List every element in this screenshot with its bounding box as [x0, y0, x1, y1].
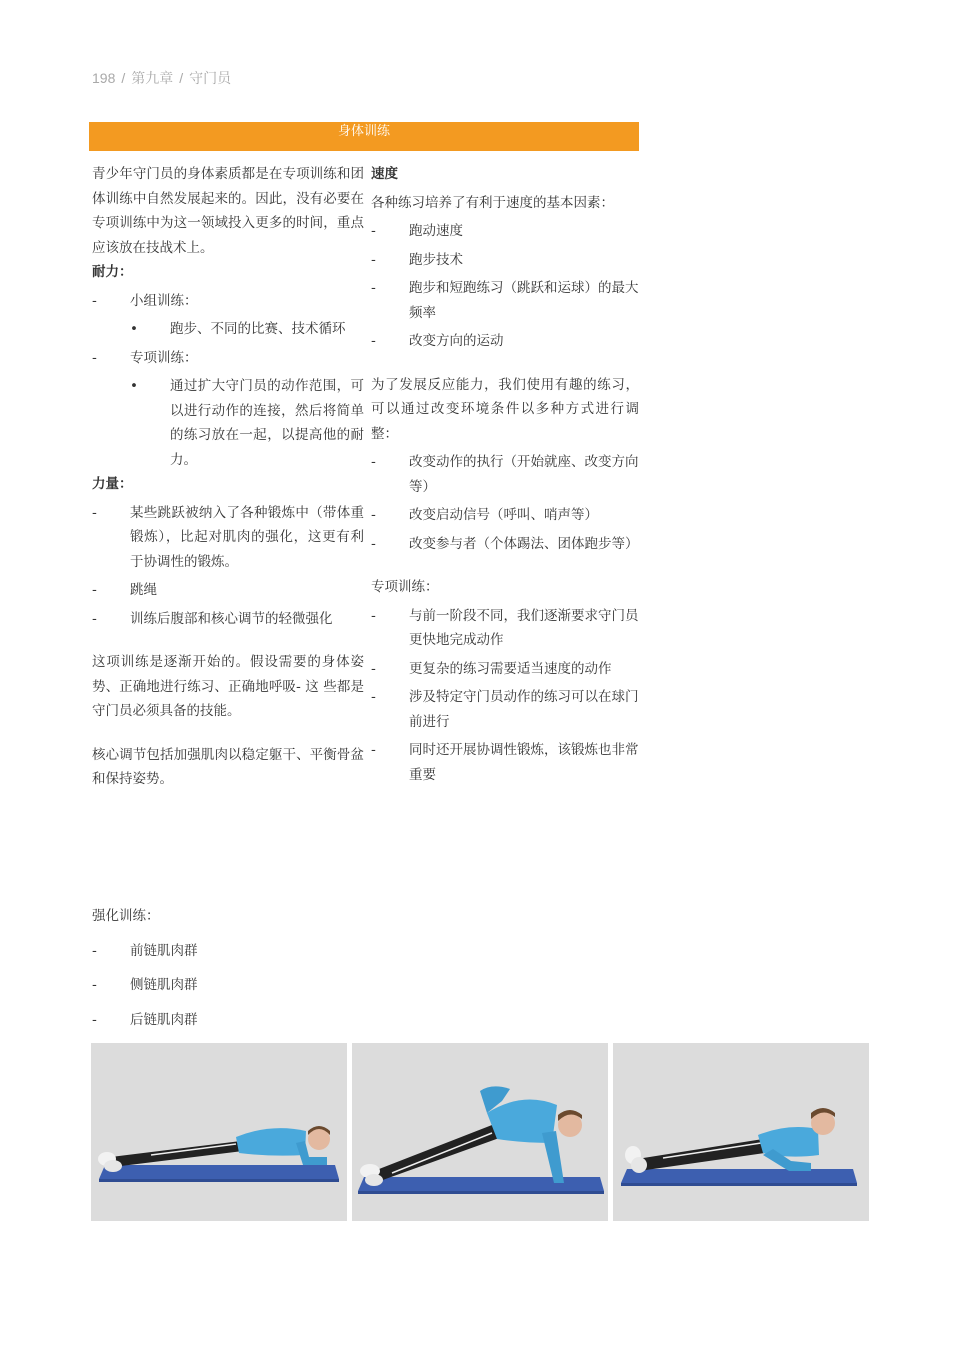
reaction-intro: 为了发展反应能力，我们使用有趣的练习，可以通过改变环境条件以多种方式进行调整：	[371, 376, 639, 442]
section-title-bar	[89, 122, 639, 151]
muscle-chain-item: 后链肌肉群	[130, 1011, 198, 1028]
list-item	[92, 289, 364, 314]
speed-item: 改变方向的运动	[409, 333, 504, 349]
list-item	[92, 607, 364, 632]
endurance-heading: 耐力：	[92, 264, 133, 280]
list-item	[92, 1008, 492, 1033]
list-item	[371, 248, 639, 273]
speed-heading: 速度	[371, 166, 398, 182]
reaction-item: 改变参与者（个体踢法、团体跑步等）	[409, 535, 639, 552]
endurance-special-label: 专项训练：	[130, 349, 198, 366]
section-label: 守门员	[189, 70, 232, 86]
exercise-mat	[358, 1177, 604, 1191]
list-item	[371, 532, 639, 557]
core-paragraph: 核心调节包括加强肌肉以稳定躯干、平衡骨盆和保持姿势。	[92, 746, 364, 787]
speed-item: 跑步技术	[409, 251, 463, 268]
endurance-group-bullet: 跑步、不同的比赛、技术循环	[170, 321, 346, 337]
reaction-item: 改变启动信号（呼叫、哨声等）	[409, 507, 598, 523]
list-item	[371, 450, 639, 499]
header-separator: /	[121, 70, 126, 86]
strength-item: 某些跳跃被纳入了各种锻炼中（带体重锻炼），比起对肌肉的强化，这更有利于协调性的锻炼。	[130, 504, 364, 570]
muscle-chain-item: 前链肌肉群	[130, 942, 198, 959]
exercise-mat	[99, 1165, 339, 1179]
list-item	[371, 329, 639, 354]
right-column	[371, 162, 639, 787]
list-item	[371, 685, 639, 734]
list-item	[371, 657, 639, 682]
strength-item: 训练后腹部和核心调节的轻微强化	[130, 610, 333, 627]
exercise-mat	[621, 1169, 857, 1183]
list-item	[92, 346, 364, 371]
intro-paragraph: 青少年守门员的身体素质都是在专项训练和团体训练中自然发展起来的。因此，没有必要在专项训练中为这一领域投入更多的时间，重点应该放在技战术上。	[92, 166, 364, 256]
page-number: 198	[92, 70, 116, 86]
strength-item: 跳绳	[130, 582, 157, 598]
strength-heading: 力量：	[92, 476, 133, 492]
header-separator-2: /	[179, 70, 184, 86]
left-column	[92, 162, 364, 792]
chapter-label: 第九章	[131, 70, 174, 86]
list-item	[92, 501, 364, 575]
reaction-item: 改变动作的执行（开始就座、改变方向等）	[409, 454, 639, 495]
photo-back-plank	[613, 1043, 869, 1221]
list-item	[92, 317, 364, 342]
list-item	[92, 578, 364, 603]
photo-front-plank	[91, 1043, 347, 1221]
special-item: 更复杂的练习需要适当速度的动作	[409, 660, 612, 677]
endurance-special-bullet: 通过扩大守门员的动作范围，可以进行动作的连接，然后将简单的练习放在一起，以提高他的耐力。	[170, 378, 364, 468]
running-header	[92, 68, 231, 88]
endurance-group-label: 小组训练：	[130, 292, 198, 309]
list-item	[371, 219, 639, 244]
special-item: 涉及特定守门员动作的练习可以在球门前进行	[409, 689, 639, 730]
section-title: 身体训练	[337, 124, 390, 139]
special-intro: 专项训练：	[371, 579, 439, 595]
list-item	[371, 738, 639, 787]
speed-intro: 各种练习培养了有利于速度的基本因素：	[371, 194, 614, 211]
special-item: 同时还开展协调性锻炼，该锻炼也非常重要	[409, 742, 639, 783]
gradual-paragraph: 这项训练是逐渐开始的。假设需要的身体姿势、正确地进行练习、正确地呼吸- 这 些都是守门员必须具备的技能。	[92, 654, 364, 719]
list-item	[371, 276, 639, 325]
muscle-chain-item: 侧链肌肉群	[130, 977, 198, 993]
strength-training-list	[92, 904, 492, 1032]
speed-item: 跑步和短跑练习（跳跃和运球）的最大频率	[409, 280, 639, 321]
strength-training-label: 强化训练：	[92, 908, 160, 924]
special-item: 与前一阶段不同，我们逐渐要求守门员更快地完成动作	[409, 607, 639, 648]
list-item	[371, 604, 639, 653]
list-item	[92, 939, 492, 964]
list-item	[92, 374, 364, 472]
speed-item: 跑动速度	[409, 223, 463, 239]
list-item	[92, 973, 492, 998]
photo-side-plank	[352, 1043, 608, 1221]
list-item	[371, 503, 639, 528]
